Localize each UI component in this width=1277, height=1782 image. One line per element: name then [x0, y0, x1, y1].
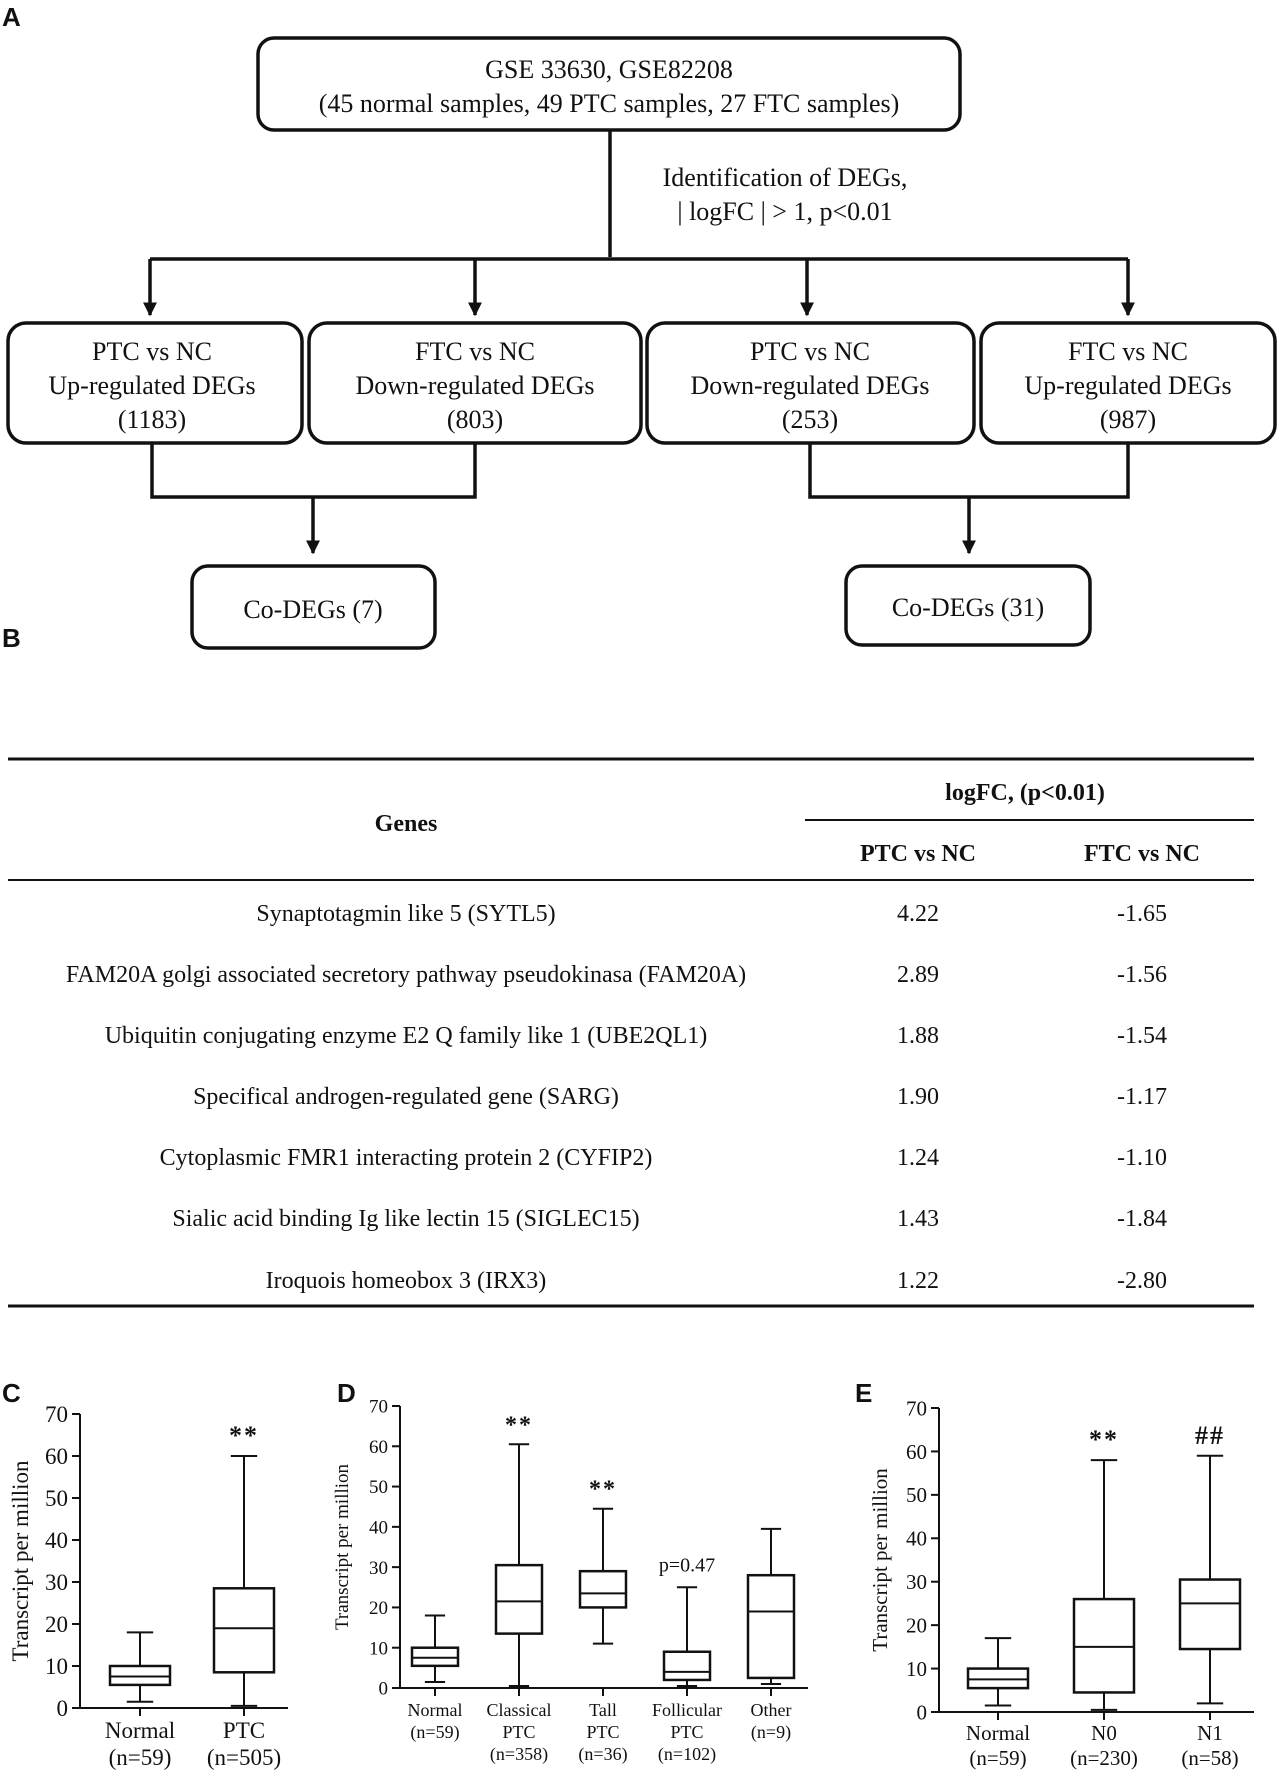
group-1-line2: Up-regulated DEGs — [48, 371, 256, 400]
box-iqr — [748, 1575, 794, 1678]
x-category-label: Other — [750, 1700, 792, 1720]
ftc-logfc: -1.56 — [1117, 962, 1167, 988]
x-category-label: N1 — [1197, 1721, 1223, 1745]
panel-label-b: B — [2, 623, 21, 653]
x-category-label: Classical — [486, 1700, 552, 1720]
group-1-count: (1183) — [117, 405, 187, 434]
y-tick-label: 0 — [56, 1696, 68, 1722]
x-category-label: PTC — [502, 1722, 536, 1742]
x-category-label: PTC — [586, 1722, 620, 1742]
ftc-logfc: -1.54 — [1117, 1023, 1167, 1049]
y-tick-label: 40 — [369, 1517, 388, 1539]
col-header-ptc: PTC vs NC — [859, 841, 977, 867]
ftc-logfc: -1.10 — [1117, 1145, 1167, 1171]
significance-annotation: ** — [505, 1412, 533, 1439]
box-iqr — [1180, 1580, 1240, 1649]
y-tick-label: 10 — [45, 1654, 68, 1680]
significance-annotation: ** — [589, 1476, 617, 1503]
y-tick-label: 0 — [378, 1678, 388, 1700]
significance-annotation: ** — [1089, 1425, 1119, 1455]
co-degs-left-label: Co-DEGs (7) — [243, 595, 383, 624]
y-tick-label: 30 — [369, 1557, 388, 1579]
group-4-count: (987) — [1099, 405, 1157, 434]
group-3-line2: Down-regulated DEGs — [690, 371, 930, 400]
col-header-logfc: logFC, (p<0.01) — [945, 780, 1105, 806]
panel-label-c: C — [2, 1378, 21, 1408]
group-4-line1: FTC vs NC — [1068, 337, 1188, 366]
y-tick-label: 50 — [369, 1477, 388, 1499]
y-tick-label: 50 — [906, 1483, 927, 1508]
y-tick-label: 10 — [906, 1656, 927, 1681]
y-tick-label: 60 — [369, 1436, 388, 1458]
col-header-genes: Genes — [374, 811, 438, 837]
x-category-label: PTC — [222, 1718, 266, 1743]
x-category-label: (n=58) — [1181, 1746, 1239, 1770]
ftc-logfc: -1.65 — [1117, 901, 1167, 927]
gene-name: Synaptotagmin like 5 (SYTL5) — [256, 901, 556, 927]
merge-left-line — [152, 443, 475, 497]
y-tick-label: 30 — [906, 1570, 927, 1595]
y-tick-label: 70 — [45, 1402, 68, 1428]
ptc-logfc: 1.90 — [897, 1084, 939, 1110]
x-category-label: (n=59) — [108, 1745, 172, 1770]
y-tick-label: 20 — [906, 1613, 927, 1638]
box-iqr — [1074, 1599, 1134, 1692]
table-row — [160, 1145, 1167, 1171]
ptc-logfc: 1.88 — [897, 1023, 939, 1049]
criteria-line1: Identification of DEGs, — [662, 163, 908, 192]
box-iqr — [110, 1666, 170, 1685]
y-tick-label: 50 — [45, 1486, 68, 1512]
x-category-label: Normal — [407, 1700, 463, 1720]
significance-annotation: ** — [229, 1421, 259, 1450]
gene-name: Specifical androgen-regulated gene (SARG) — [193, 1084, 619, 1110]
x-category-label: (n=59) — [969, 1746, 1027, 1770]
y-tick-label: 10 — [369, 1638, 388, 1660]
y-axis-label: Transcript per million — [332, 1463, 353, 1631]
y-axis-label: Transcript per million — [8, 1460, 33, 1662]
x-category-label: Tall — [589, 1700, 617, 1720]
y-tick-label: 60 — [906, 1439, 927, 1464]
panel-label-e: E — [855, 1378, 873, 1408]
x-category-label: Normal — [104, 1718, 176, 1743]
gene-name: Sialic acid binding Ig like lectin 15 (SIGLEC15) — [172, 1206, 640, 1232]
y-tick-label: 0 — [916, 1700, 927, 1725]
group-1-line1: PTC vs NC — [92, 337, 212, 366]
table-row — [193, 1084, 1167, 1110]
gene-name: FAM20A golgi associated secretory pathway pseudokinasa (FAM20A) — [65, 962, 747, 988]
ftc-logfc: -1.84 — [1117, 1206, 1167, 1232]
criteria-line2: | logFC | > 1, p<0.01 — [677, 197, 893, 226]
x-category-label: (n=9) — [750, 1722, 792, 1742]
x-category-label: (n=102) — [657, 1744, 717, 1764]
group-2-line1: FTC vs NC — [415, 337, 535, 366]
group-2-line2: Down-regulated DEGs — [355, 371, 595, 400]
table-row — [266, 1268, 1167, 1294]
table-row — [256, 901, 1167, 927]
panel-label-d: D — [337, 1378, 356, 1408]
y-tick-label: 70 — [369, 1396, 388, 1418]
table-row — [105, 1023, 1167, 1049]
box-iqr — [214, 1588, 274, 1672]
co-degs-right-label: Co-DEGs (31) — [891, 593, 1045, 622]
box-iqr — [412, 1648, 458, 1666]
ptc-logfc: 1.43 — [897, 1206, 939, 1232]
ftc-logfc: -1.17 — [1117, 1084, 1167, 1110]
gene-name: Iroquois homeobox 3 (IRX3) — [265, 1268, 547, 1294]
x-category-label: (n=36) — [578, 1744, 628, 1764]
table-row — [66, 962, 1167, 988]
source-datasets-line2: (45 normal samples, 49 PTC samples, 27 FTC samples) — [318, 89, 900, 118]
group-3-count: (253) — [781, 405, 839, 434]
x-category-label: PTC — [670, 1722, 704, 1742]
panel-label-a: A — [2, 2, 21, 32]
ptc-logfc: 1.24 — [897, 1145, 939, 1171]
boxplot-panel-d — [332, 1382, 838, 1782]
y-tick-label: 20 — [45, 1612, 68, 1638]
box-iqr — [496, 1565, 542, 1633]
y-tick-label: 20 — [369, 1598, 388, 1620]
group-2-count: (803) — [446, 405, 504, 434]
y-tick-label: 40 — [45, 1528, 68, 1554]
ptc-logfc: 4.22 — [897, 901, 939, 927]
x-category-label: Follicular — [652, 1700, 722, 1720]
boxplot-panel-c — [0, 1382, 330, 1782]
y-tick-label: 60 — [45, 1444, 68, 1470]
gene-table — [0, 690, 1277, 1350]
x-category-label: (n=230) — [1070, 1746, 1138, 1770]
group-3-line1: PTC vs NC — [750, 337, 870, 366]
box-iqr — [968, 1669, 1028, 1689]
source-datasets-line1: GSE 33630, GSE82208 — [485, 55, 733, 84]
ftc-logfc: -2.80 — [1117, 1268, 1167, 1294]
y-tick-label: 40 — [906, 1526, 927, 1551]
ptc-logfc: 2.89 — [897, 962, 939, 988]
ptc-logfc: 1.22 — [897, 1268, 939, 1294]
merge-right-line — [810, 443, 1128, 497]
x-category-label: N0 — [1091, 1721, 1117, 1745]
gene-name: Ubiquitin conjugating enzyme E2 Q family like 1 (UBE2QL1) — [104, 1023, 708, 1049]
x-category-label: (n=59) — [410, 1722, 460, 1742]
col-header-ftc: FTC vs NC — [1083, 841, 1201, 867]
y-tick-label: 30 — [45, 1570, 68, 1596]
box-iqr — [664, 1652, 710, 1680]
group-4-line2: Up-regulated DEGs — [1024, 371, 1232, 400]
box-iqr — [580, 1571, 626, 1607]
y-tick-label: 70 — [906, 1396, 927, 1421]
boxplot-panel-e — [855, 1382, 1275, 1782]
y-axis-label: Transcript per million — [868, 1468, 892, 1652]
table-row — [172, 1206, 1167, 1232]
x-category-label: (n=505) — [206, 1745, 282, 1770]
gene-name: Cytoplasmic FMR1 interacting protein 2 (CYFIP2) — [159, 1145, 653, 1171]
significance-annotation: p=0.47 — [658, 1554, 716, 1577]
x-category-label: Normal — [965, 1721, 1031, 1745]
flowchart — [0, 0, 1277, 660]
x-category-label: (n=358) — [489, 1744, 549, 1764]
significance-annotation: ## — [1195, 1420, 1225, 1450]
